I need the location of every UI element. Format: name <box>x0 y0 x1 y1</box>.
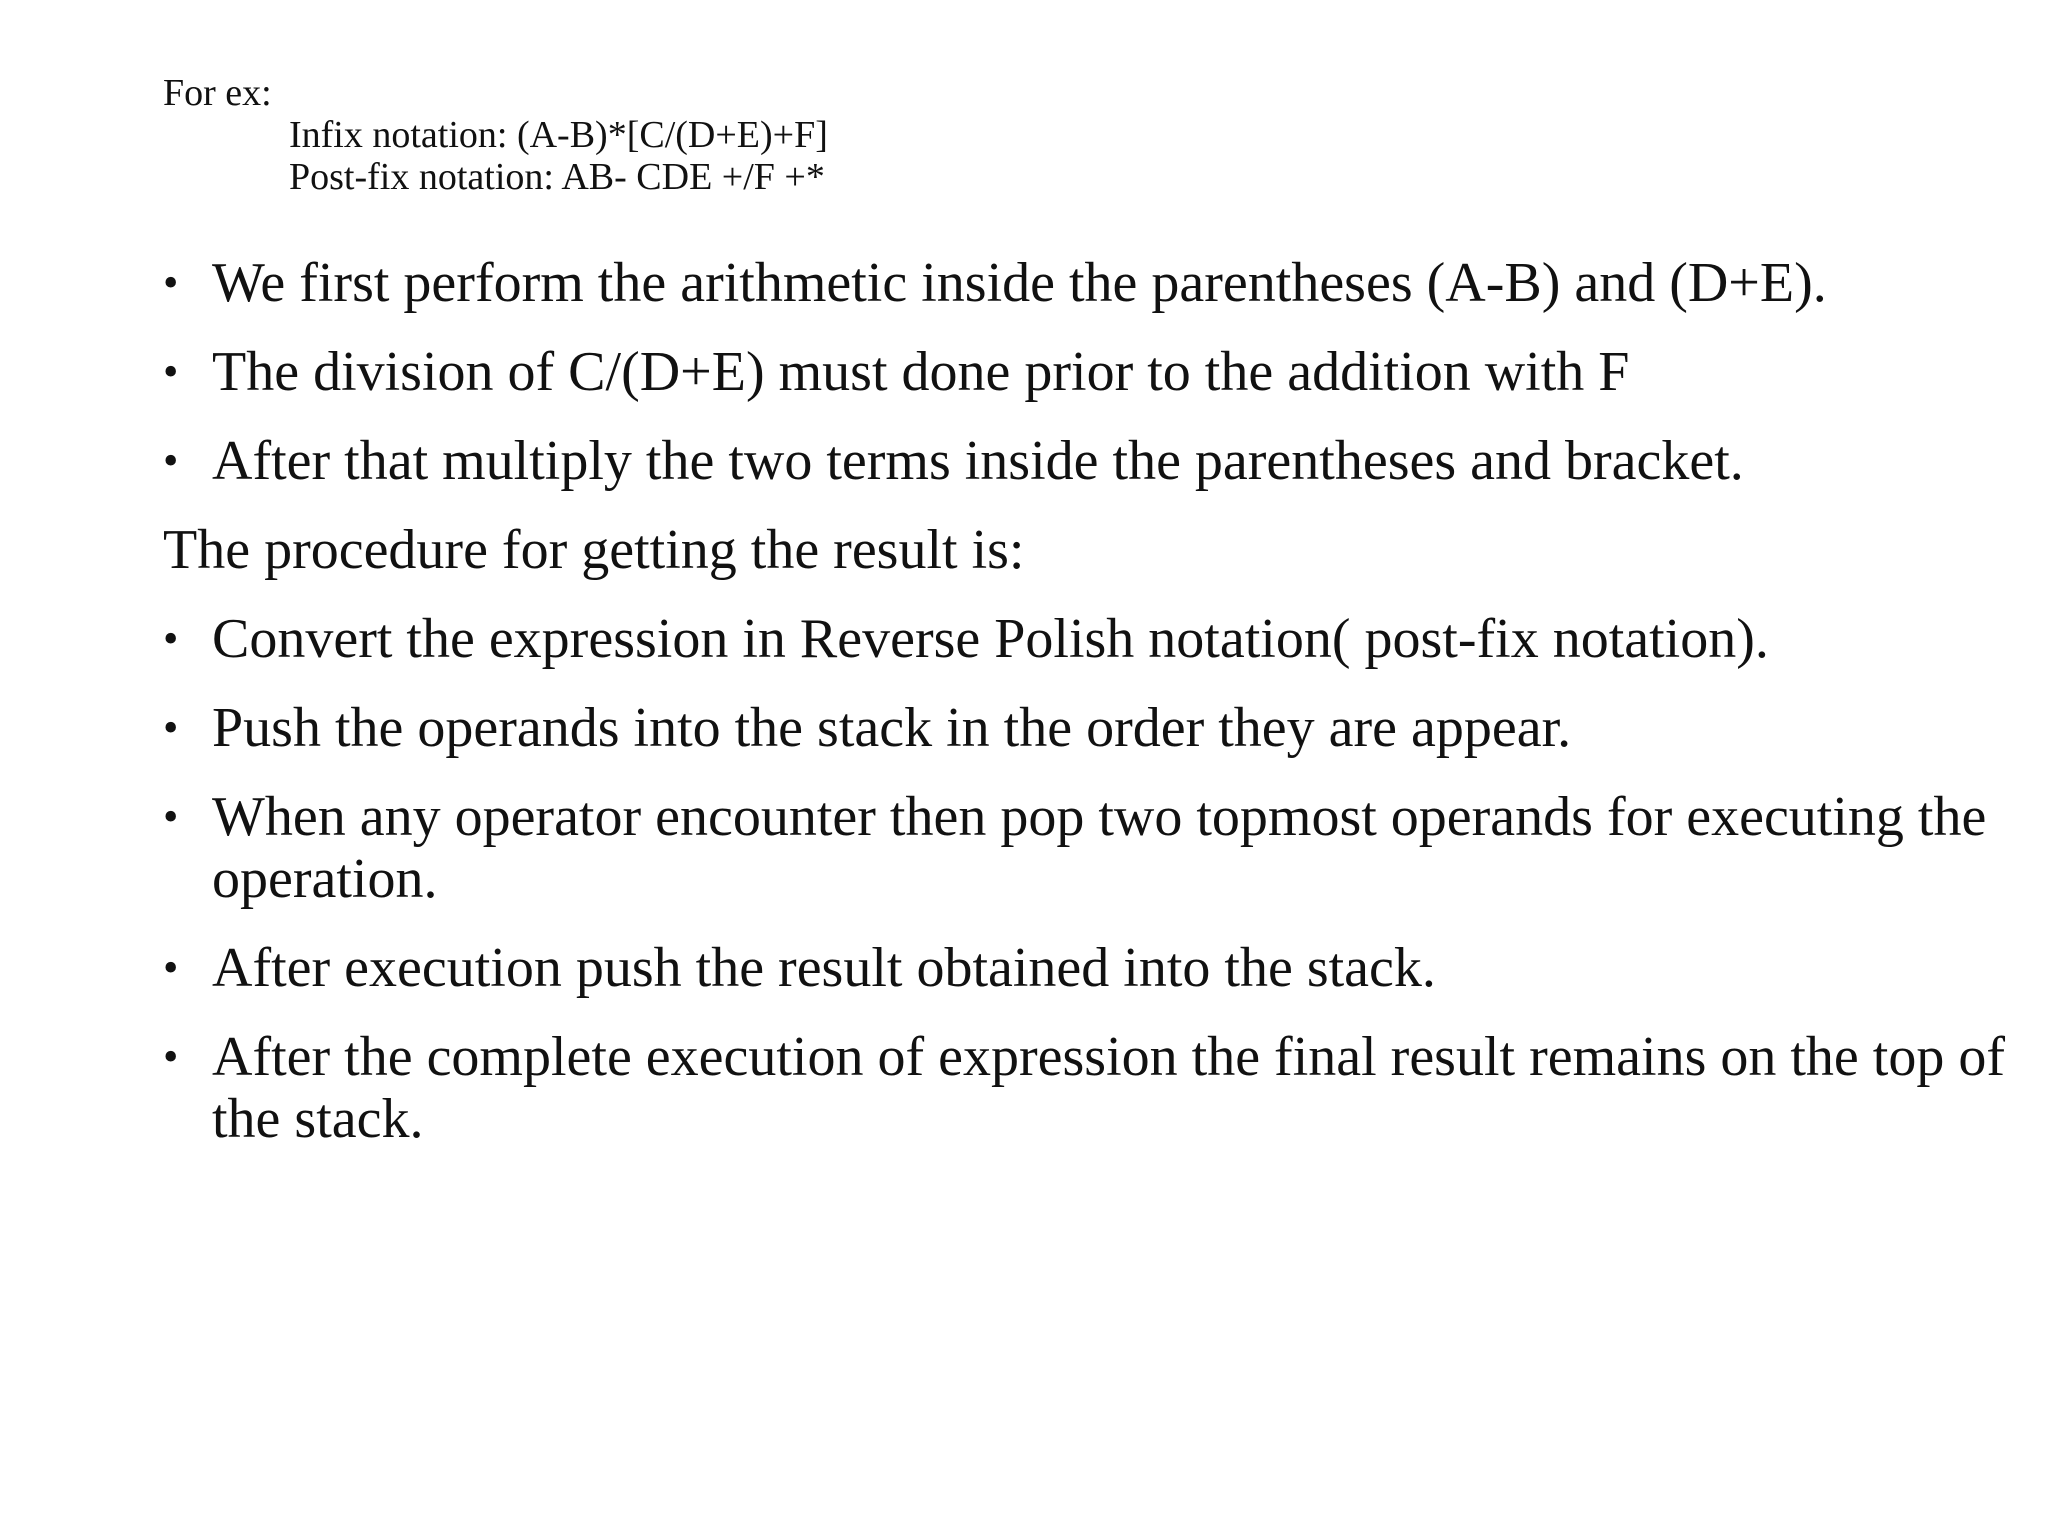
bullet-icon: • <box>163 347 179 396</box>
example-block <box>163 72 828 198</box>
order-point <box>163 430 2023 492</box>
order-point <box>163 341 2023 403</box>
procedure-step-text: After the complete execution of expression the final result remains on the top of the stack. <box>212 1026 2005 1150</box>
infix-notation: Infix notation: (A-B)*[C/(D+E)+F] <box>289 114 828 156</box>
procedure-step <box>163 608 2023 670</box>
example-label: For ex: <box>163 72 272 114</box>
procedure-step-text: After execution push the result obtained into the stack. <box>212 937 1436 999</box>
order-point-text: We first perform the arithmetic inside the parentheses (A-B) and (D+E). <box>212 252 1827 314</box>
procedure-step-text: Push the operands into the stack in the order they are appear. <box>212 697 1572 759</box>
bullet-icon: • <box>163 1032 179 1081</box>
procedure-step <box>163 1026 2023 1150</box>
bullet-icon: • <box>163 258 179 307</box>
bullet-icon: • <box>163 792 179 841</box>
order-point <box>163 252 2023 314</box>
procedure-step-text: Convert the expression in Reverse Polish notation( post-fix notation). <box>212 608 1769 670</box>
procedure-heading: The procedure for getting the result is: <box>163 519 1025 581</box>
bullet-icon: • <box>163 943 179 992</box>
procedure-step-text: When any operator encounter then pop two topmost operands for executing the operation. <box>212 786 1987 910</box>
order-point-text: After that multiply the two terms inside the parentheses and bracket. <box>212 430 1744 492</box>
procedure-step <box>163 937 2023 999</box>
postfix-notation: Post-fix notation: AB- CDE +/F +* <box>289 156 825 198</box>
procedure-step <box>163 697 2023 759</box>
bullet-icon: • <box>163 436 179 485</box>
procedure-step <box>163 786 2023 910</box>
order-point-text: The division of C/(D+E) must done prior to the addition with F <box>212 341 1630 403</box>
bullet-icon: • <box>163 614 179 663</box>
bullet-icon: • <box>163 703 179 752</box>
slide-content <box>163 252 2023 1177</box>
